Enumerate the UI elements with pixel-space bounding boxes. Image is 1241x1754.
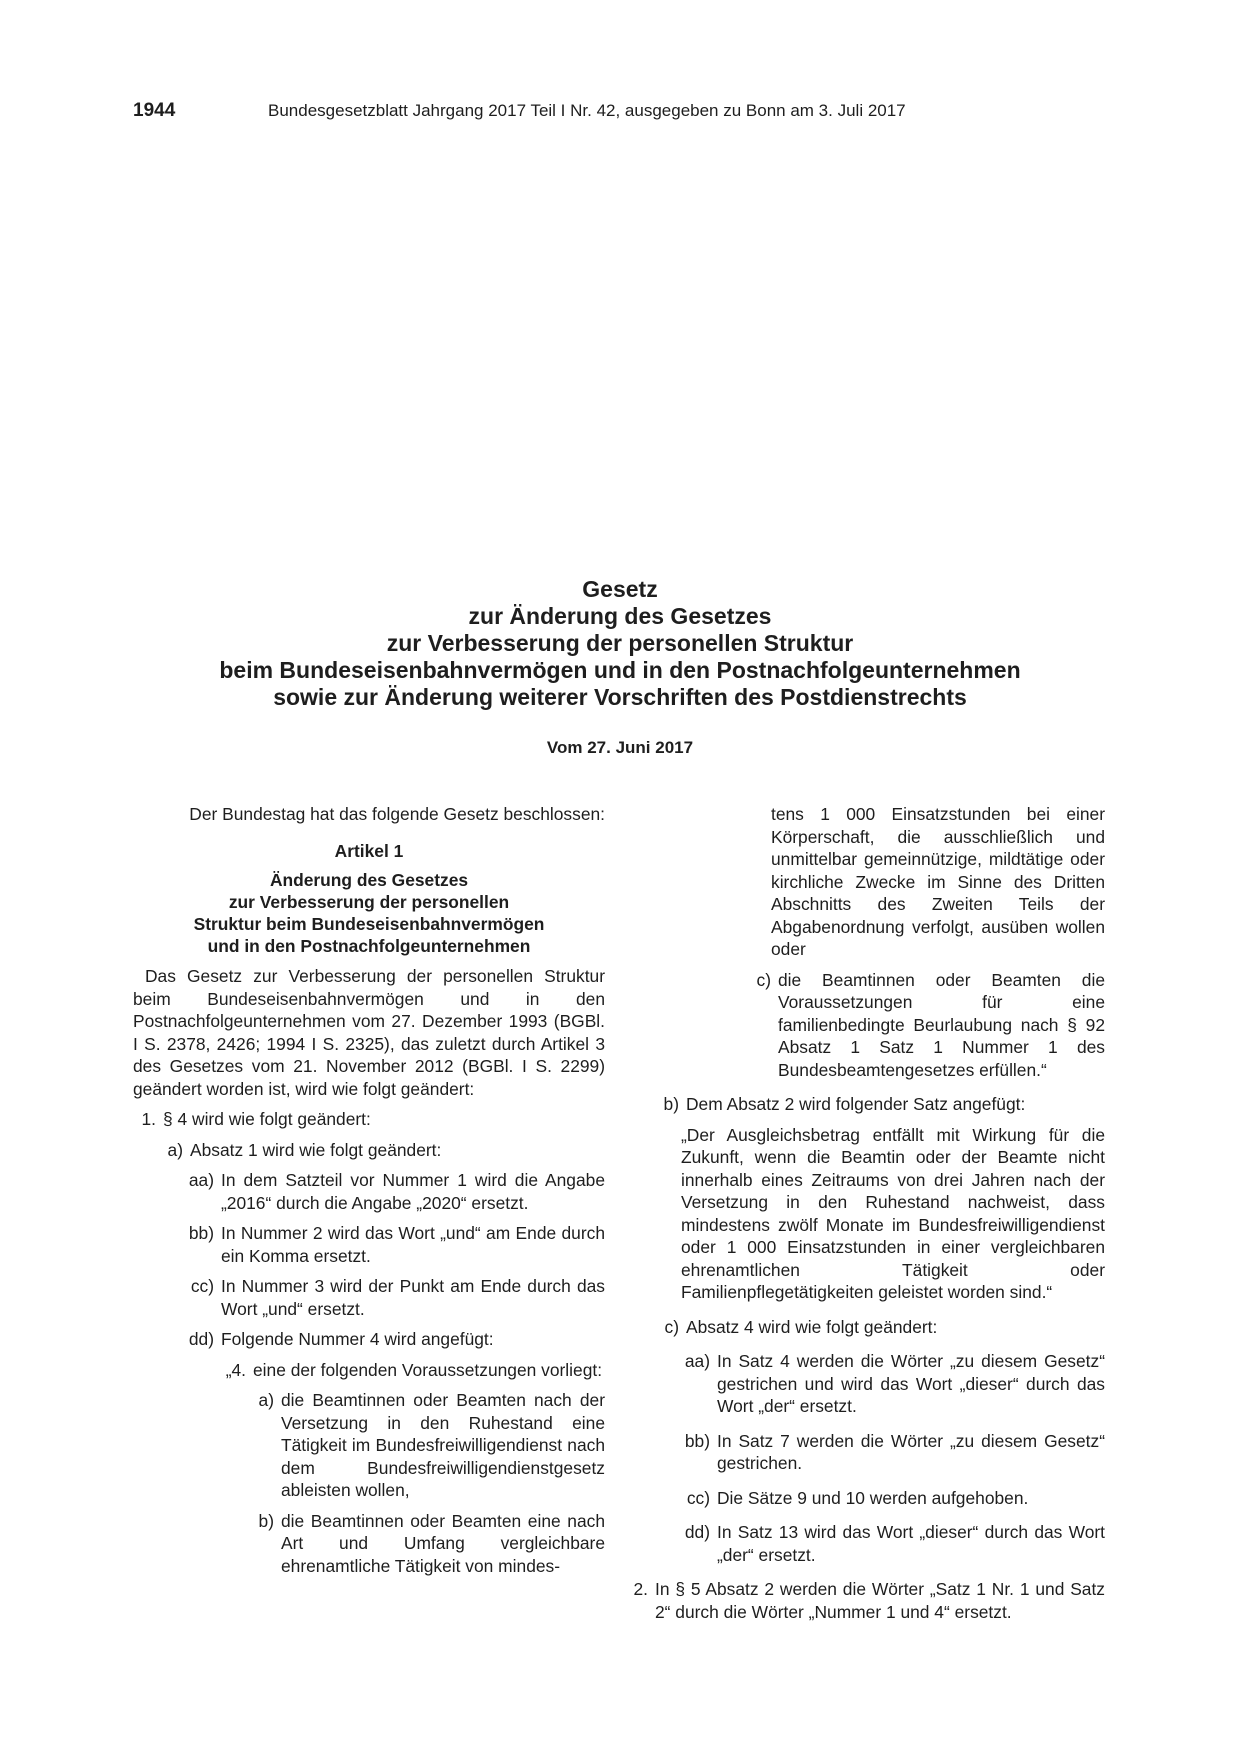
running-head: Bundesgesetzblatt Jahrgang 2017 Teil I Nr. 42, ausgegeben zu Bonn am 3. Juli 2017 [268, 101, 906, 120]
item-text: Absatz 1 wird wie folgt geändert: [190, 1139, 442, 1160]
article-paragraph: Das Gesetz zur Verbesserung der personellen Struktur beim Bundeseisenbahnvermögen und in den Postnachfolgeunternehmen vom 27. Dezember 1993 (BGBl. I S. 2378, 2426; 1994 I S. 2325), das zuletzt durch Artikel 3 des Gesetzes vom 21. November 2012 (BGBl. I S. 2299) geändert worden ist, wird wie folgt geändert: [133, 966, 605, 1099]
item-marker: b) [663, 1094, 679, 1114]
item-marker: bb) [188, 1223, 214, 1243]
item-text: In Satz 4 werden die Wörter „zu diesem Gesetz“ gestrichen und wird das Wort „dieser“ durch das Wort „der“ ersetzt. [717, 1351, 1105, 1416]
list-item [213, 1359, 605, 1382]
article-heading-line: zur Verbesserung der personellen [228, 892, 510, 912]
item-text: In Satz 7 werden die Wörter „zu diesem Gesetz“ gestrichen. [717, 1430, 1105, 1473]
item-marker: c) [664, 1316, 679, 1337]
item-text: die Beamtinnen oder Beamten eine nach Art und Umfang vergleichbare ehrenamtliche Tätigkeit von mindes- [281, 1510, 605, 1576]
item-text: Folgende Nummer 4 wird angefügt: [221, 1329, 494, 1349]
article-number: Artikel 1 [334, 840, 404, 861]
item-text: eine der folgenden Voraussetzungen vorliegt: [253, 1359, 603, 1380]
left-column [133, 803, 605, 1577]
item-marker: cc) [686, 1487, 710, 1508]
list-item [677, 1521, 1105, 1566]
title-line: sowie zur Änderung weiterer Vorschriften des Postdienstrechts [273, 684, 967, 710]
article-heading-line: Änderung des Gesetzes [269, 870, 469, 890]
item-text: die Beamtinnen oder Beamten die Voraussetzungen für eine familienbedingte Beurlaubung nach § 92 Absatz 1 Satz 1 Nummer 1 des Bundesbeamtengesetzes erfüllen.“ [778, 969, 1105, 1080]
item-marker: bb) [684, 1430, 710, 1451]
quoted-sentence: „Der Ausgleichsbetrag entfällt mit Wirkung für die Zukunft, wenn die Beamtin oder der Beamte nicht innerhalb eines Zeitraums von drei Jahren nach der Versetzung in den Ruhestand nachweist, dass mindestens zwölf Monate im Bundesfreiwilligendienst oder 1 000 Einsatzstunden in einer vergleichbaren ehrenamtlichen Tätigkeit oder Familienpflegetätigkeiten geleistet worden sind.“ [681, 1124, 1105, 1302]
title-line: zur Verbesserung der personellen Struktur [386, 630, 854, 656]
article-heading-line: Struktur beim Bundeseisenbahnvermögen [193, 914, 545, 934]
list-item [653, 1316, 1105, 1339]
item-marker: 1. [141, 1109, 156, 1129]
item-text: Absatz 4 wird wie folgt geändert: [686, 1316, 938, 1337]
item-marker: dd) [188, 1329, 214, 1349]
list-item [733, 969, 1105, 1082]
item-text: die Beamtinnen oder Beamten nach der Versetzung in den Ruhestand eine Tätigkeit im Bundesfreiwilligendienst nach dem Bundesfreiwilligendienstgesetz ableisten wollen, [281, 1390, 605, 1500]
article-heading-line: und in den Postnachfolgeunternehmen [207, 936, 531, 956]
law-date: Vom 27. Juni 2017 [546, 738, 694, 757]
list-item [157, 1139, 605, 1162]
item-marker: „4. [225, 1359, 246, 1380]
item-marker: a) [258, 1390, 274, 1410]
title-line: beim Bundeseisenbahnvermögen und in den Postnachfolgeunternehmen [219, 657, 1021, 683]
list-item [133, 1108, 605, 1131]
item-text: In § 5 Absatz 2 werden die Wörter „Satz 1 Nr. 1 und Satz 2“ durch die Wörter „Nummer 1 und 4“ ersetzt. [655, 1579, 1105, 1622]
item-marker: aa) [188, 1170, 214, 1190]
item-text: In dem Satzteil vor Nummer 1 wird die Angabe „2016“ durch die Angabe „2020“ ersetzt. [221, 1170, 605, 1213]
right-column [633, 803, 1105, 1623]
item-text: In Nummer 3 wird der Punkt am Ende durch das Wort „und“ ersetzt. [221, 1276, 605, 1319]
list-item [625, 1578, 1105, 1623]
item-text-continued: tens 1 000 Einsatzstunden bei einer Körperschaft, die ausschließlich und unmittelbar gemeinnützige, mildtätige oder kirchliche Zwecke im Sinne des Dritten Abschnitts des Zweiten Teils der Abgabenordnung verfolgt, ausüben wollen oder [771, 804, 1105, 959]
law-title [130, 576, 1110, 711]
list-item [181, 1169, 605, 1214]
list-item [677, 1430, 1105, 1475]
page-header [133, 100, 1133, 126]
list-item [677, 1487, 1105, 1510]
list-item [677, 1350, 1105, 1418]
list-item [653, 1093, 1105, 1116]
item-marker: dd) [684, 1522, 710, 1542]
list-item [181, 1328, 605, 1351]
list-item [181, 1222, 605, 1267]
item-text: Die Sätze 9 und 10 werden aufgehoben. [717, 1487, 1029, 1508]
list-item [181, 1275, 605, 1320]
item-text: § 4 wird wie folgt geändert: [163, 1109, 371, 1129]
title-line: zur Änderung des Gesetzes [468, 603, 772, 629]
item-marker: cc) [190, 1276, 214, 1296]
title-line: Gesetz [582, 576, 658, 602]
enactment-clause: Der Bundestag hat das folgende Gesetz beschlossen: [189, 804, 605, 824]
item-marker: 2. [633, 1579, 648, 1599]
list-item [245, 1389, 605, 1502]
item-marker: aa) [684, 1351, 710, 1371]
item-text: Dem Absatz 2 wird folgender Satz angefügt: [686, 1094, 1026, 1114]
article-heading [133, 869, 605, 957]
item-marker: a) [167, 1139, 183, 1160]
page-number: 1944 [133, 100, 176, 121]
item-text: In Nummer 2 wird das Wort „und“ am Ende durch ein Komma ersetzt. [221, 1223, 605, 1266]
item-text: In Satz 13 wird das Wort „dieser“ durch das Wort „der“ ersetzt. [717, 1522, 1105, 1565]
item-marker: b) [258, 1510, 274, 1531]
item-marker: c) [756, 969, 771, 990]
list-item [245, 1510, 605, 1578]
